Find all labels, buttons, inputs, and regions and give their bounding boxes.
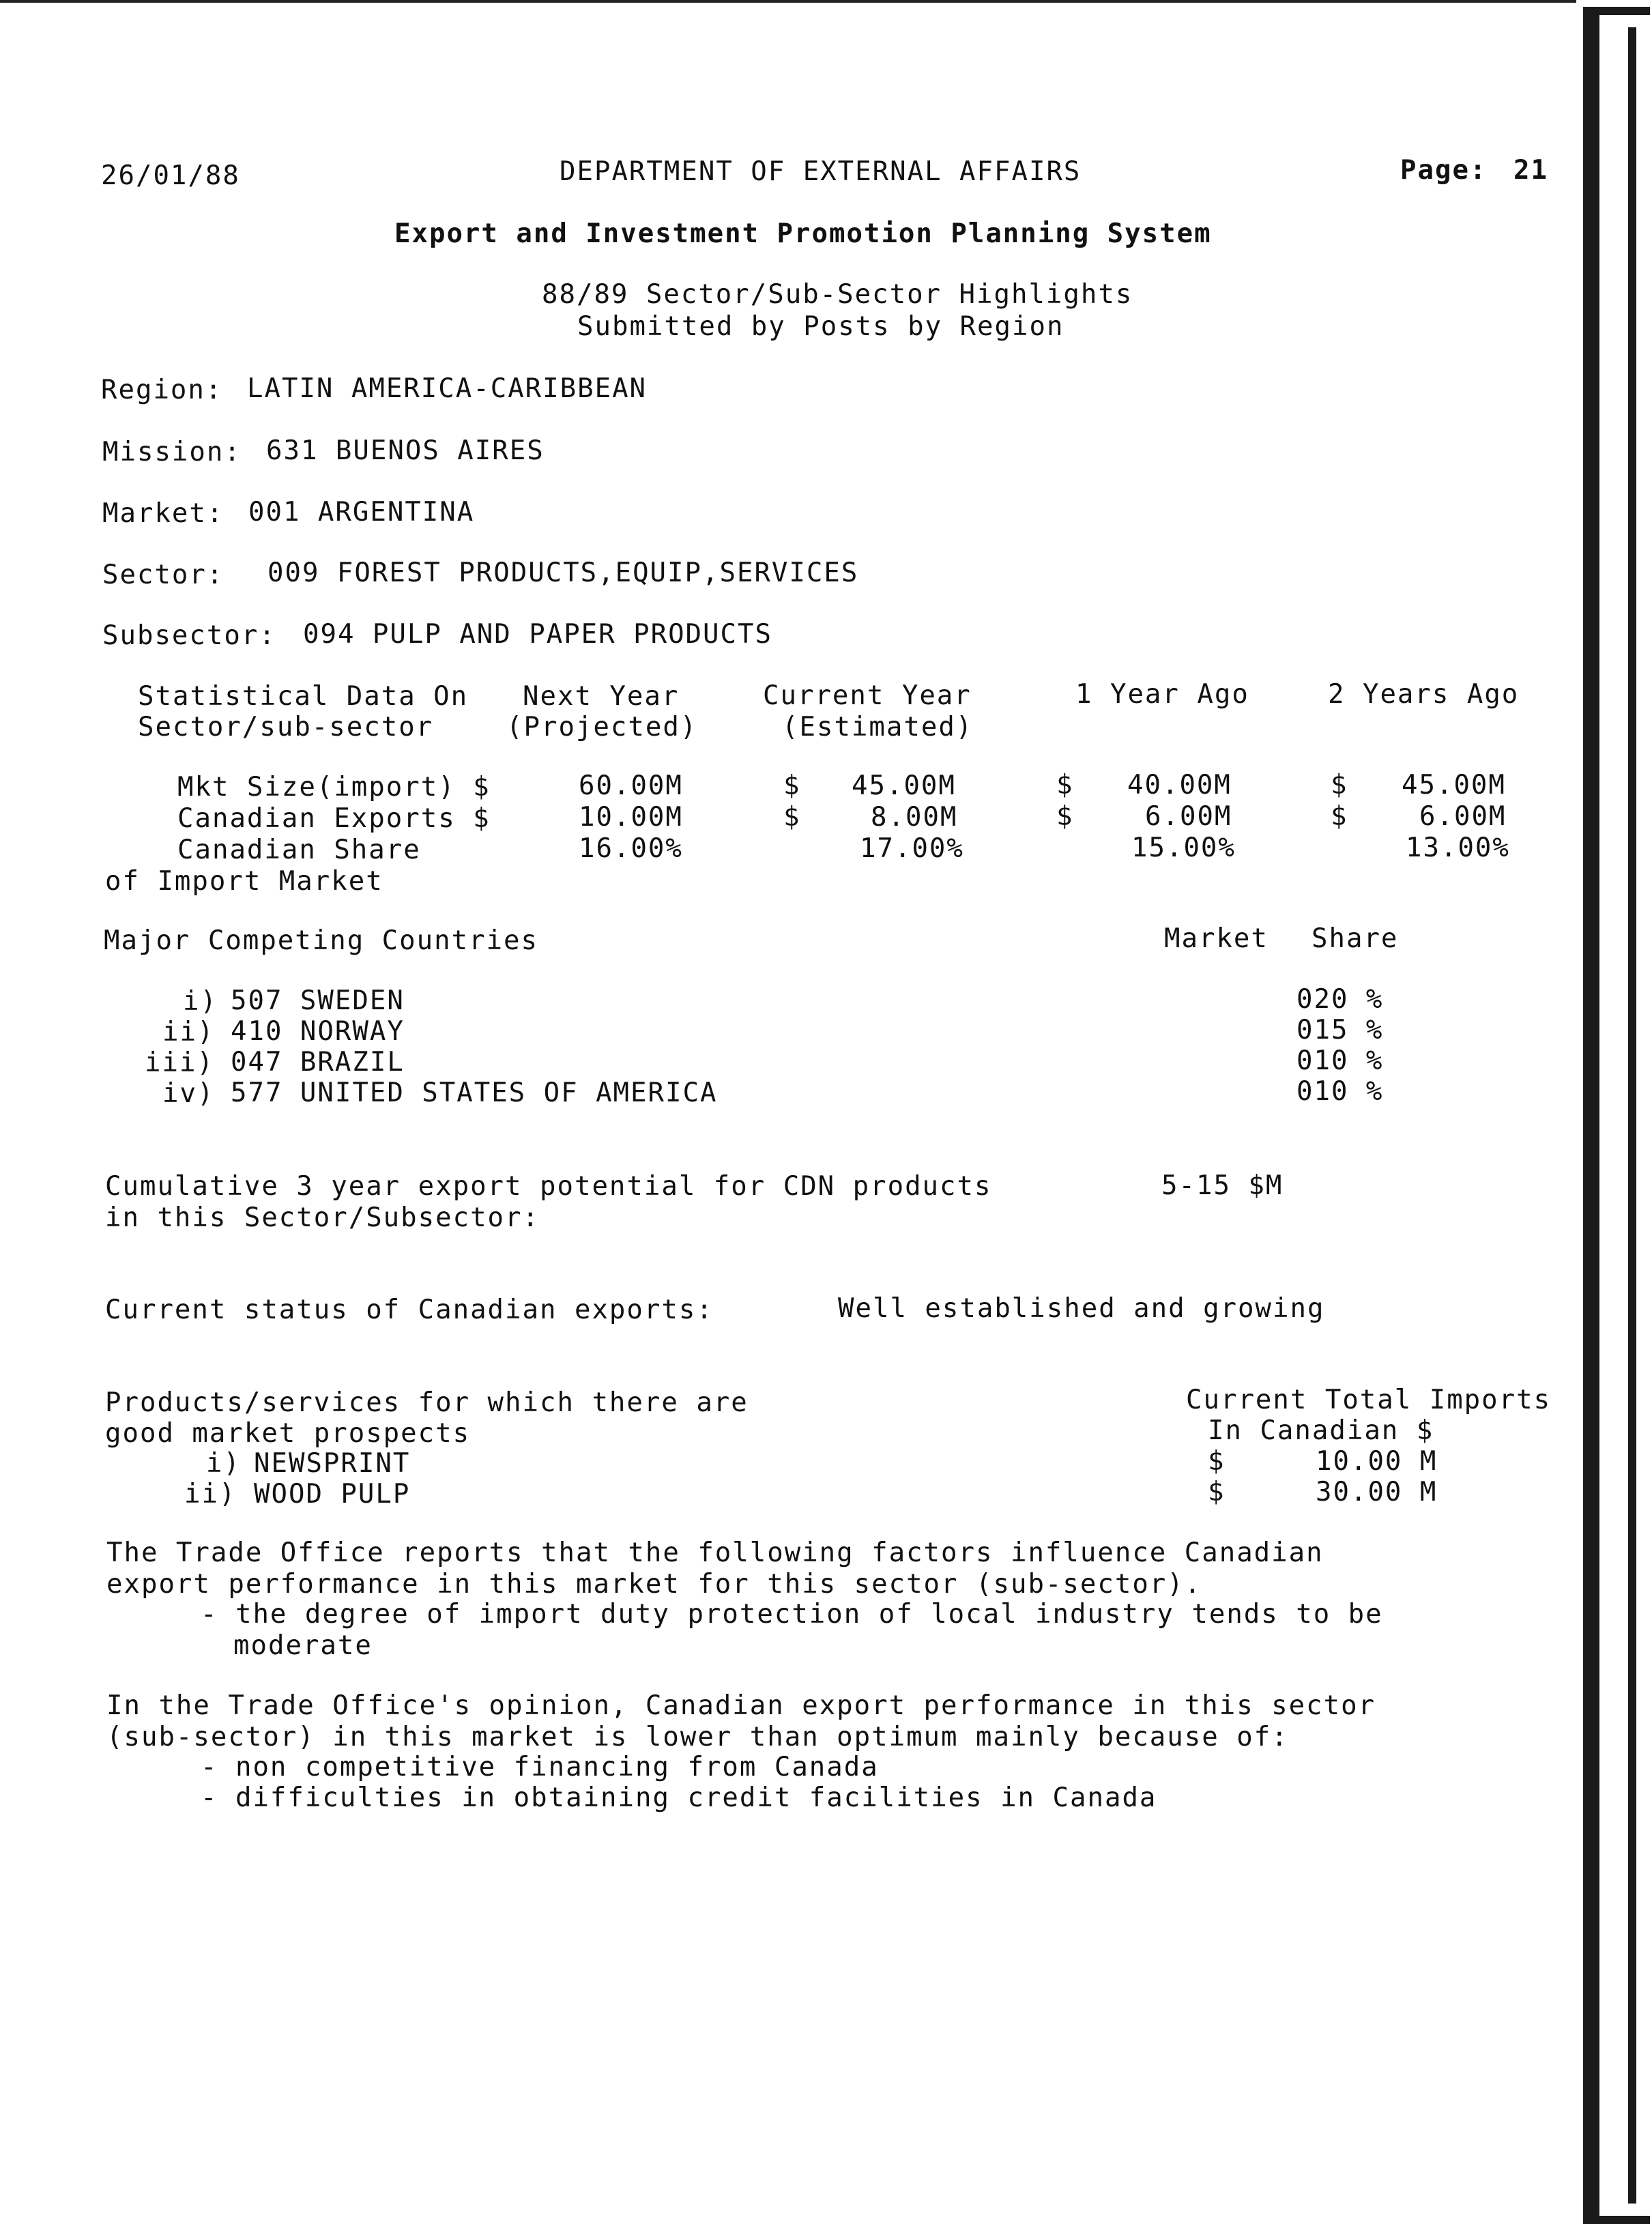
market-share-header-market: Market [1164, 923, 1269, 954]
page-number: 21 [1513, 155, 1548, 186]
stats-cell-y2: 45.00M [1402, 770, 1506, 800]
next-year-header: Next Year [523, 681, 680, 712]
factors-paragraph: The Trade Office reports that the following factors influence Canadian [106, 1537, 1324, 1568]
stats-cell-next: 60.00M [579, 770, 683, 801]
competitor-number: ii) [162, 1017, 215, 1048]
export-potential-value: 5-15 $M [1161, 1170, 1284, 1201]
export-status-label: Current status of Canadian exports: [105, 1295, 714, 1325]
stats-cell-y1: 15.00% [1131, 833, 1236, 863]
mission-label: Mission: [102, 437, 242, 467]
competitor-number: i) [183, 986, 218, 1017]
system-title: Export and Investment Promotion Planning System [394, 218, 1212, 249]
market-share-header-share: Share [1312, 923, 1399, 954]
stats-cell-y1: 40.00M [1127, 770, 1232, 800]
competitor-name: 577 UNITED STATES OF AMERICA [231, 1078, 718, 1108]
competitor-share: 010 % [1296, 1045, 1384, 1076]
one-year-ago-header: 1 Year Ago [1075, 679, 1249, 710]
stats-cell-cur: 8.00M [871, 802, 958, 833]
region-value: LATIN AMERICA-CARIBBEAN [247, 373, 648, 404]
stats-row-label: Canadian Share [177, 835, 421, 865]
stats-col0-header-2: Sector/sub-sector [138, 712, 434, 742]
binder-cap-bottom [1595, 2216, 1650, 2224]
competitor-name: 410 NORWAY [231, 1016, 405, 1047]
stats-row-label: Mkt Size(import) $ [177, 772, 491, 803]
subsector-label: Subsector: [102, 620, 276, 651]
export-status-value: Well established and growing [838, 1293, 1325, 1324]
stats-cell-cur-sym: $ [783, 770, 801, 801]
opinion-paragraph-2: (sub-sector) in this market is lower than optimum mainly because of: [106, 1722, 1289, 1752]
current-year-header: Current Year [763, 680, 972, 711]
binder-cap-top [1595, 7, 1650, 15]
binder-outer [1583, 7, 1595, 2224]
estimated-header: (Estimated) [782, 712, 974, 742]
stats-cell-y1-sym: $ [1056, 801, 1074, 832]
stats-cell-cur-sym: $ [783, 802, 801, 833]
report-date: 26/01/88 [101, 160, 240, 191]
stats-cell-y2-sym: $ [1331, 801, 1348, 832]
competitor-share: 020 % [1296, 984, 1384, 1015]
sector-value: 009 FOREST PRODUCTS,EQUIP,SERVICES [267, 558, 859, 588]
sector-label: Sector: [102, 560, 224, 590]
product-number: ii) [184, 1479, 237, 1510]
market-label: Market: [102, 498, 224, 529]
export-potential-label: Cumulative 3 year export potential for CDN products [105, 1171, 992, 1202]
opinion-paragraph: In the Trade Office's opinion, Canadian export performance in this sector [106, 1690, 1376, 1721]
competitor-name: 047 BRAZIL [231, 1047, 405, 1078]
product-name: NEWSPRINT [254, 1448, 411, 1479]
competitors-heading: Major Competing Countries [104, 925, 538, 956]
subsector-value: 094 PULP AND PAPER PRODUCTS [303, 619, 772, 650]
report-subtitle: 88/89 Sector/Sub-Sector Highlights [542, 279, 1133, 310]
export-potential-label-2: in this Sector/Subsector: [105, 1202, 540, 1233]
factor-bullet: - the degree of import duty protection of local industry tends to be [201, 1599, 1383, 1630]
stats-cell-y2-sym: $ [1331, 770, 1348, 800]
mission-value: 631 BUENOS AIRES [266, 435, 545, 466]
stats-cell-cur: 45.00M [852, 770, 956, 801]
products-heading-2: good market prospects [105, 1418, 471, 1449]
binder-clip [1583, 7, 1652, 2224]
opinion-bullet: - difficulties in obtaining credit facilities in Canada [201, 1782, 1157, 1813]
stats-cell-y1: 6.00M [1145, 801, 1232, 832]
product-import-sym: $ [1208, 1477, 1226, 1507]
report-subtitle-2: Submitted by Posts by Region [577, 311, 1064, 342]
product-import-value: 10.00 M [1316, 1446, 1438, 1477]
page-label: Page: [1400, 155, 1488, 186]
stats-cell-cur: 17.00% [860, 833, 964, 864]
product-name: WOOD PULP [254, 1479, 411, 1510]
competitor-share: 010 % [1296, 1076, 1384, 1107]
region-label: Region: [101, 375, 223, 405]
stats-row-label: Canadian Exports $ [177, 803, 491, 834]
department-title: DEPARTMENT OF EXTERNAL AFFAIRS [560, 156, 1082, 187]
product-number: i) [206, 1448, 241, 1479]
product-import-sym: $ [1208, 1446, 1226, 1477]
binder-rail [1628, 27, 1636, 2204]
stats-row-label-cont: of Import Market [105, 866, 383, 897]
stats-cell-y2: 6.00M [1419, 801, 1507, 832]
stats-cell-y1-sym: $ [1056, 770, 1074, 800]
imports-header: Current Total Imports [1186, 1385, 1552, 1415]
factors-paragraph-2: export performance in this market for this sector (sub-sector). [106, 1569, 1202, 1600]
competitor-name: 507 SWEDEN [231, 985, 405, 1016]
stats-cell-next: 16.00% [579, 833, 683, 864]
market-value: 001 ARGENTINA [248, 497, 475, 528]
products-heading: Products/services for which there are [105, 1387, 749, 1418]
competitor-share: 015 % [1296, 1015, 1384, 1045]
two-years-ago-header: 2 Years Ago [1328, 679, 1520, 710]
stats-cell-y2: 13.00% [1406, 833, 1510, 863]
stats-cell-next: 10.00M [579, 802, 683, 833]
stats-col0-header: Statistical Data On [138, 681, 469, 712]
competitor-number: iii) [145, 1048, 214, 1078]
opinion-bullet: - non competitive financing from Canada [201, 1752, 879, 1782]
imports-header-2: In Canadian $ [1208, 1415, 1434, 1446]
factor-bullet-cont: moderate [233, 1630, 373, 1661]
projected-header: (Projected) [506, 712, 698, 742]
product-import-value: 30.00 M [1316, 1477, 1438, 1507]
top-edge-rule [0, 0, 1576, 3]
competitor-number: iv) [162, 1078, 215, 1109]
